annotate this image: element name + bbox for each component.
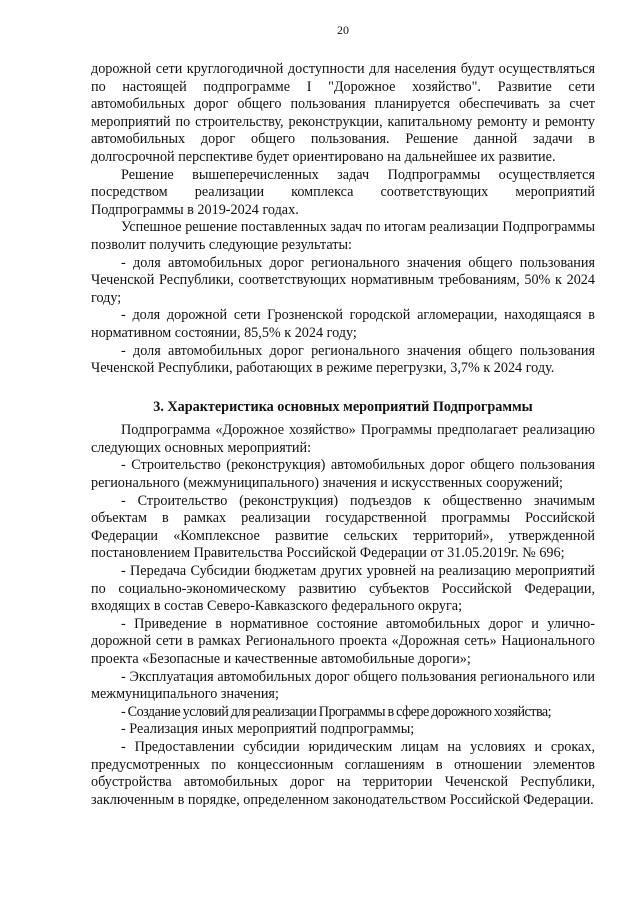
result-item-grozny-agglomeration: - доля дорожной сети Грозненской городской агломерации, находящаяся в нормативном состоянии, 85,5% к 2024 году; [91, 307, 595, 341]
result-item-overload: - доля автомобильных дорог регионального значения общего пользования Чеченской Республики, работающих в режиме перегрузки, 3,7% к 2024 году. [91, 342, 595, 377]
paragraph-results-intro: Успешное решение поставленных задач по итогам реализации Подпрограммы позволит получить следующие результаты: [91, 219, 595, 253]
paragraph-continuation: дорожной сети круглогодичной доступности для населения будут осуществляться по настоящей подпрограмме I "Дорожное хозяйство". Развитие сети автомобильных дорог общего пользования планируется обеспечивать за счет мероприятий по строительству, реконструкции, капитальному ремонту и ремонту автомобильных дорог общего пользования. Решение данной задачи в долгосрочной перспективе будет ориентировано на дальнейшее их развитие. [91, 61, 595, 165]
measure-item-access-roads: - Строительство (реконструкция) подъездов к общественно значимым объектам в рамках реализации государственной программы Российской Федерации «Комплексное развитие сельских территорий», утвержденной постановлением Правительства Российской Федерации от 31.05.2019г. № 696; [91, 492, 595, 562]
section-intro: Подпрограмма «Дорожное хозяйство» Программы предполагает реализацию следующих основных мероприятий: [91, 422, 595, 456]
measure-item-normative-state: - Приведение в нормативное состояние автомобильных дорог и улично-дорожной сети в рамках Регионального проекта «Дорожная сеть» Национального проекта «Безопасные и качественные автомобильные дороги»; [91, 615, 595, 667]
paragraph-solution: Решение вышеперечисленных задач Подпрограммы осуществляется посредством реализации комплекса соответствующих мероприятий Подпрограммы в 2019-2024 годах. [91, 166, 595, 218]
result-item-regional-roads: - доля автомобильных дорог регионального значения общего пользования Чеченской Республики, соответствующих нормативным требованиям, 50% к 2024 году; [91, 254, 595, 306]
measure-item-subsidy-transfer: - Передача Субсидии бюджетам других уровней на реализацию мероприятий по социально-экономическому развитию субъектов Российской Федерации, входящих в состав Северо-Кавказского федерального округа; [91, 563, 595, 615]
measure-item-conditions: - Создание условий для реализации Программы в сфере дорожного хозяйства; [121, 703, 552, 720]
document-page [91, 22, 595, 809]
page-number: 20 [337, 23, 349, 37]
section-heading: 3. Характеристика основных мероприятий Подпрограммы [153, 398, 533, 415]
measure-item-concession-subsidy: - Предоставлении субсидии юридическим лицам на условиях и сроках, предусмотренных по концессионным соглашениям в отношении элементов обустройства автомобильных дорог на территории Чеченской Республики, заключенным в порядке, определенном законодательством Российской Федерации. [91, 738, 595, 808]
measure-item-other: - Реализация иных мероприятий подпрограммы; [121, 721, 415, 738]
measure-item-construction: - Строительство (реконструкция) автомобильных дорог общего пользования регионального (межмуниципального) значения и искусственных сооружений; [91, 457, 595, 492]
measure-item-operation: - Эксплуатация автомобильных дорог общего пользования регионального или межмуниципального значения; [91, 668, 595, 703]
